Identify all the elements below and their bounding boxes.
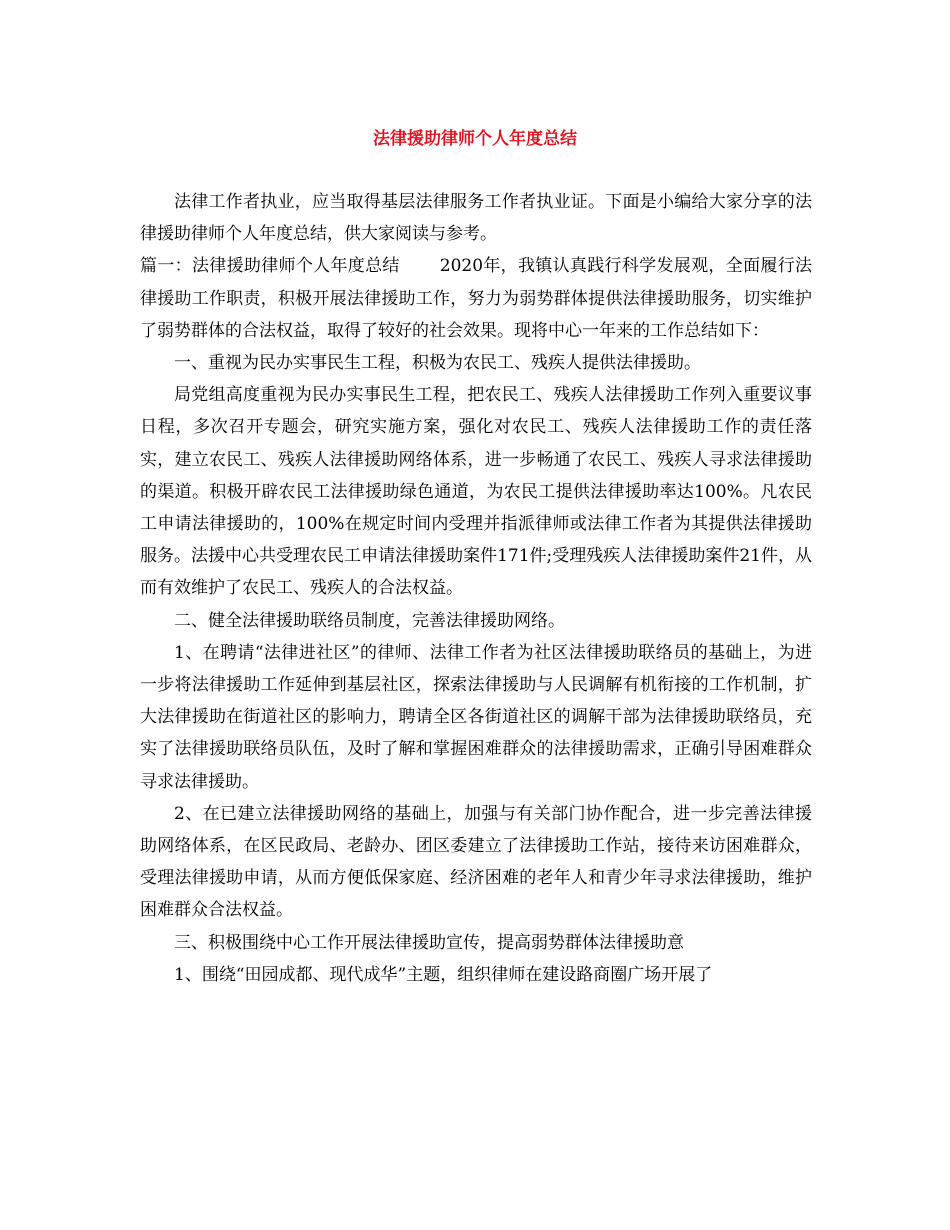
chapter1-paragraph: [140, 250, 812, 347]
section1-body: 局党组高度重视为民办实事民生工程，把农民工、残疾人法律援助工作列入重要议事日程，多次召开专题会，研究实施方案，强化对农民工、残疾人法律援助工作的责任落实，建立农民工、残疾人法律援助网络体系，进一步畅通了农民工、残疾人寻求法律援助的渠道。积极开辟农民工法律援助绿色通道，为农民工提供法律援助率达100%。凡农民工申请法律援助的，100%在规定时间内受理并指派律师或法律工作者为其提供法律援助服务。法援中心共受理农民工申请法律援助案件171件;受理残疾人法律援助案件21件，从而有效维护了农民工、残疾人的合法权益。: [140, 385, 812, 599]
chapter1-text: 2020年，我镇认真践行科学发展观，全面履行法律援助工作职责，积极开展法律援助工作，努力为弱势群体提供法律援助服务，切实维护了弱势群体的合法权益，取得了较好的社会效果。现将中心一年来的工作总结如下：: [140, 256, 813, 341]
section3-heading: 三、积极围绕中心工作开展法律援助宣传，提高弱势群体法律援助意: [174, 932, 684, 953]
section1-heading: 一、重视为民办实事民生工程，积极为农民工、残疾人提供法律援助。: [174, 353, 701, 374]
section2-heading: 二、健全法律援助联络员制度，完善法律援助网络。: [174, 610, 565, 631]
intro-paragraph: 法律工作者执业，应当取得基层法律服务工作者执业证。下面是小编给大家分享的法律援助律师个人年度总结，供大家阅读与参考。: [140, 192, 812, 245]
chapter1-label: 篇一：法律援助律师个人年度总结: [140, 256, 400, 277]
section2-item2: 2、在已建立法律援助网络的基础上，加强与有关部门协作配合，进一步完善法律援助网络体系，在区民政局、老龄办、团区委建立了法律援助工作站，接待来访困难群众，受理法律援助申请，从而方便低保家庭、经济困难的老年人和青少年寻求法律援助，维护困难群众合法权益。: [140, 803, 812, 921]
document-title: 法律援助律师个人年度总结: [373, 129, 577, 149]
document-body: [140, 186, 812, 991]
section2-item1: 1、在聘请“法律进社区”的律师、法律工作者为社区法律援助联络员的基础上，为进一步将法律援助工作延伸到基层社区，探索法律援助与人民调解有机衔接的工作机制，扩大法律援助在街道社区的影响力，聘请全区各街道社区的调解干部为法律援助联络员，充实了法律援助联络员队伍，及时了解和掌握困难群众的法律援助需求，正确引导困难群众寻求法律援助。: [140, 642, 812, 792]
section3-item1: 1、围绕“田园成都、现代成华”主题，组织律师在建设路商圈广场开展了: [174, 964, 713, 985]
